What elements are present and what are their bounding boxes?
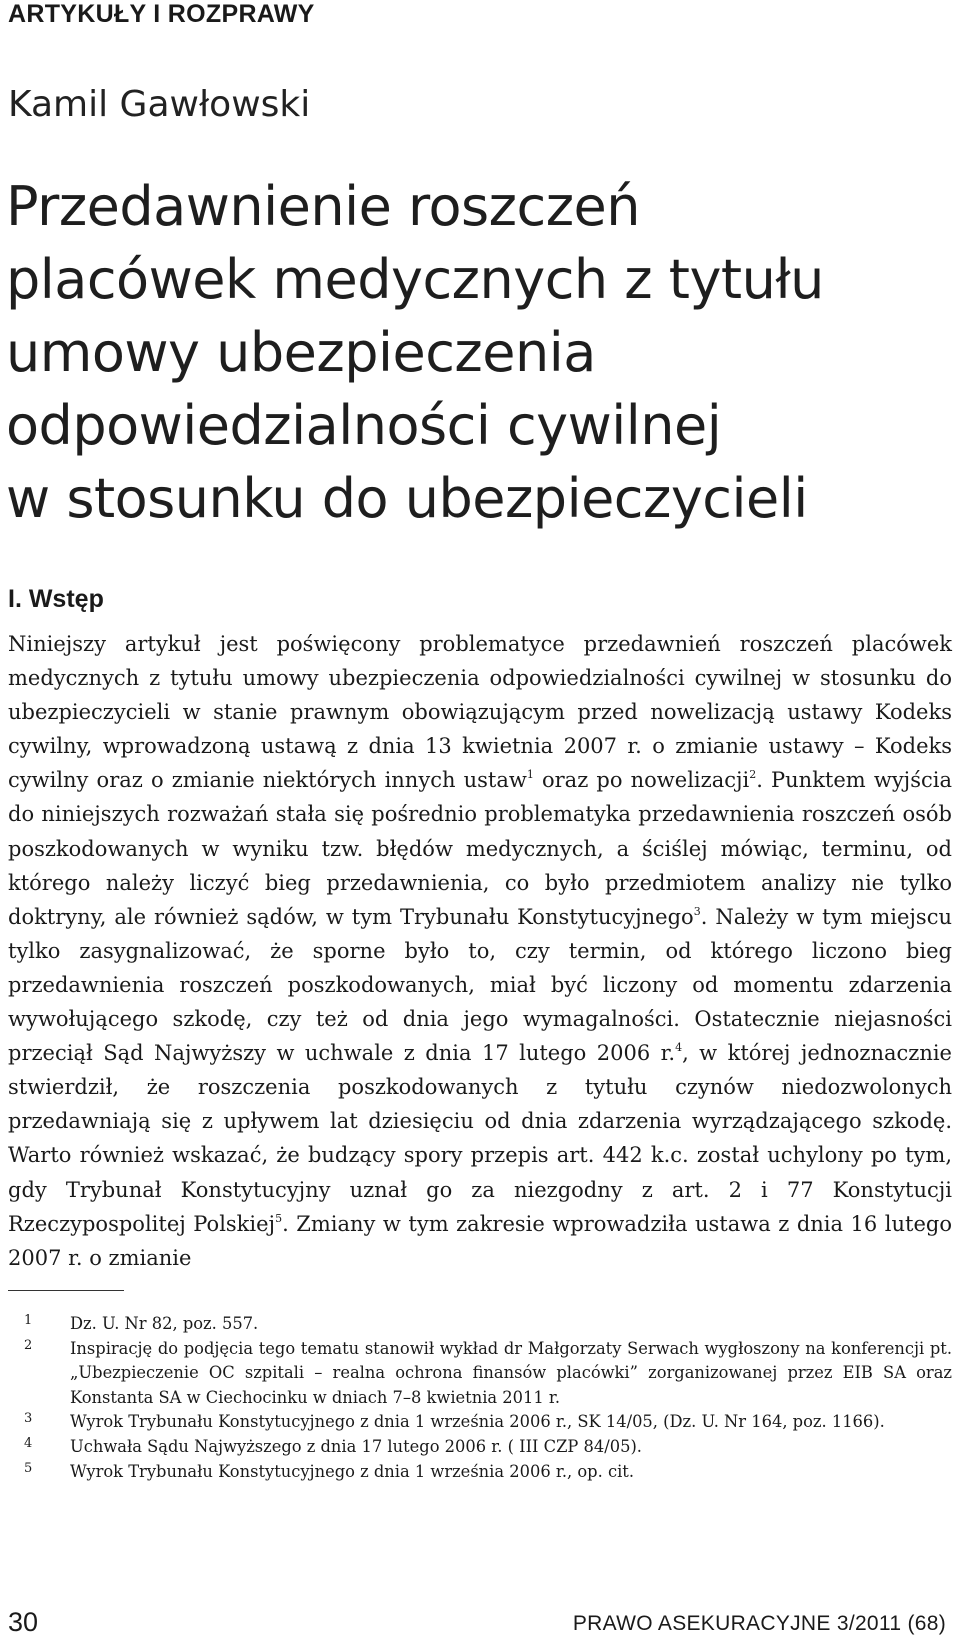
footnote	[24, 1337, 952, 1411]
title-line: umowy ubezpieczenia	[6, 321, 596, 384]
body-text-segment: Niniejszy artykuł jest poświęcony problematyce przedawnień roszczeń placówek medycznych z tytułu umowy ubezpieczenia odpowiedzialności cywilnej w stosunku do ubezpieczycieli w stanie prawnym obowiązującym przed nowelizacją ustawy Kodeks cywilny, wprowadzoną ustawą z dnia 13 kwietnia 2007 r. o zmianie ustawy – Kodeks cywilny oraz o zmianie niektórych innych ustaw	[8, 632, 952, 793]
footnote-ref[interactable]: 5	[275, 1211, 283, 1225]
journal-footer: PRAWO ASEKURACYJNE 3/2011 (68)	[572, 1612, 946, 1635]
article-title	[6, 170, 946, 535]
footnote-ref[interactable]: 2	[749, 768, 757, 782]
footnote-divider	[8, 1290, 124, 1291]
body-text-segment: . Należy w tym miejscu tylko zasygnalizować, że sporne było to, czy termin, od którego liczono bieg przedawnienia roszczeń poszkodowanych, miał być liczony od momentu zdarzenia wywołującego szkodę, czy też od dnia jego wymagalności. Ostatecznie niejasności przeciął Sąd Najwyższy w uchwale z dnia 17 lutego 2006 r.	[8, 904, 952, 1066]
footnote-number: 1	[24, 1313, 33, 1328]
title-line: Przedawnienie roszczeń	[6, 175, 640, 238]
footnote	[24, 1435, 952, 1460]
footnote-number: 2	[24, 1337, 33, 1353]
section-header: ARTYKUŁY I ROZPRAWY	[8, 0, 315, 28]
footnote-number: 5	[24, 1460, 33, 1476]
footnote	[24, 1460, 952, 1485]
footnote-text: Uchwała Sądu Najwyższego z dnia 17 lutego 2006 r. ( III CZP 84/05).	[70, 1436, 642, 1456]
body-text-segment: . Punktem wyjścia do niniejszych rozważań stała się pośrednio problematyka przedawnienia roszczeń osób poszkodowanych w wyniku tzw. błędów medycznych, a ściślej mówiąc, terminu, od którego należy liczyć bieg przedawnienia, co było przedmiotem analizy nie tylko doktryny, ale również sądów, w tym Trybunału Konstytucyjnego	[8, 768, 952, 929]
title-line: odpowiedzialności cywilnej	[6, 394, 722, 457]
article-author: Kamil Gawłowski	[8, 84, 311, 125]
footnote-ref[interactable]: 1	[526, 768, 534, 782]
footnote-ref[interactable]: 3	[693, 904, 701, 918]
footnote-text: Wyrok Trybunału Konstytucyjnego z dnia 1 września 2006 r., SK 14/05, (Dz. U. Nr 164, poz. 1166).	[70, 1412, 885, 1432]
footnote-text: Dz. U. Nr 82, poz. 557.	[70, 1314, 259, 1333]
body-text-segment: oraz po nowelizacji	[533, 768, 750, 793]
footnote-number: 3	[24, 1411, 33, 1427]
footnote-text: Inspirację do podjęcia tego tematu stanowił wykład dr Małgorzaty Serwach wygłoszony na konferencji pt. „Ubezpieczenie OC szpitali – realna ochrona finansów placówki” zorganizowanej przez EIB SA oraz Konstanta SA w Ciechocinku w dniach 7–8 kwietnia 2011 r.	[70, 1338, 952, 1407]
footnotes	[24, 1312, 952, 1484]
footnote-text: Wyrok Trybunału Konstytucyjnego z dnia 1 września 2006 r., op. cit.	[70, 1461, 634, 1481]
title-line: placówek medycznych z tytułu	[6, 248, 824, 311]
body-text-segment: . Zmiany w tym zakresie wprowadziła ustawa z dnia 16 lutego 2007 r. o zmianie	[8, 1211, 952, 1270]
body-text-segment: , w której jednoznacznie stwierdził, że roszczenia poszkodowanych z tytułu czynów niedozwolonych przedawniają się z upływem lat dziesięciu od dnia zdarzenia wyrządzającego szkodę. Warto również wskazać, że budzący spory przepis art. 442 k.c. został uchylony po tym, gdy Trybunał Konstytucyjny uznał go za niezgodny z art. 2 i 77 Konstytucji Rzeczypospolitej Polskiej	[8, 1041, 952, 1236]
footnote-number: 4	[24, 1435, 33, 1451]
footnote	[24, 1410, 952, 1435]
page-number: 30	[8, 1607, 39, 1637]
body-paragraph	[8, 627, 952, 1275]
footnote	[24, 1312, 952, 1337]
footnote-ref[interactable]: 4	[675, 1041, 683, 1055]
section-heading: I. Wstęp	[8, 585, 104, 613]
title-line: w stosunku do ubezpieczycieli	[6, 467, 808, 530]
